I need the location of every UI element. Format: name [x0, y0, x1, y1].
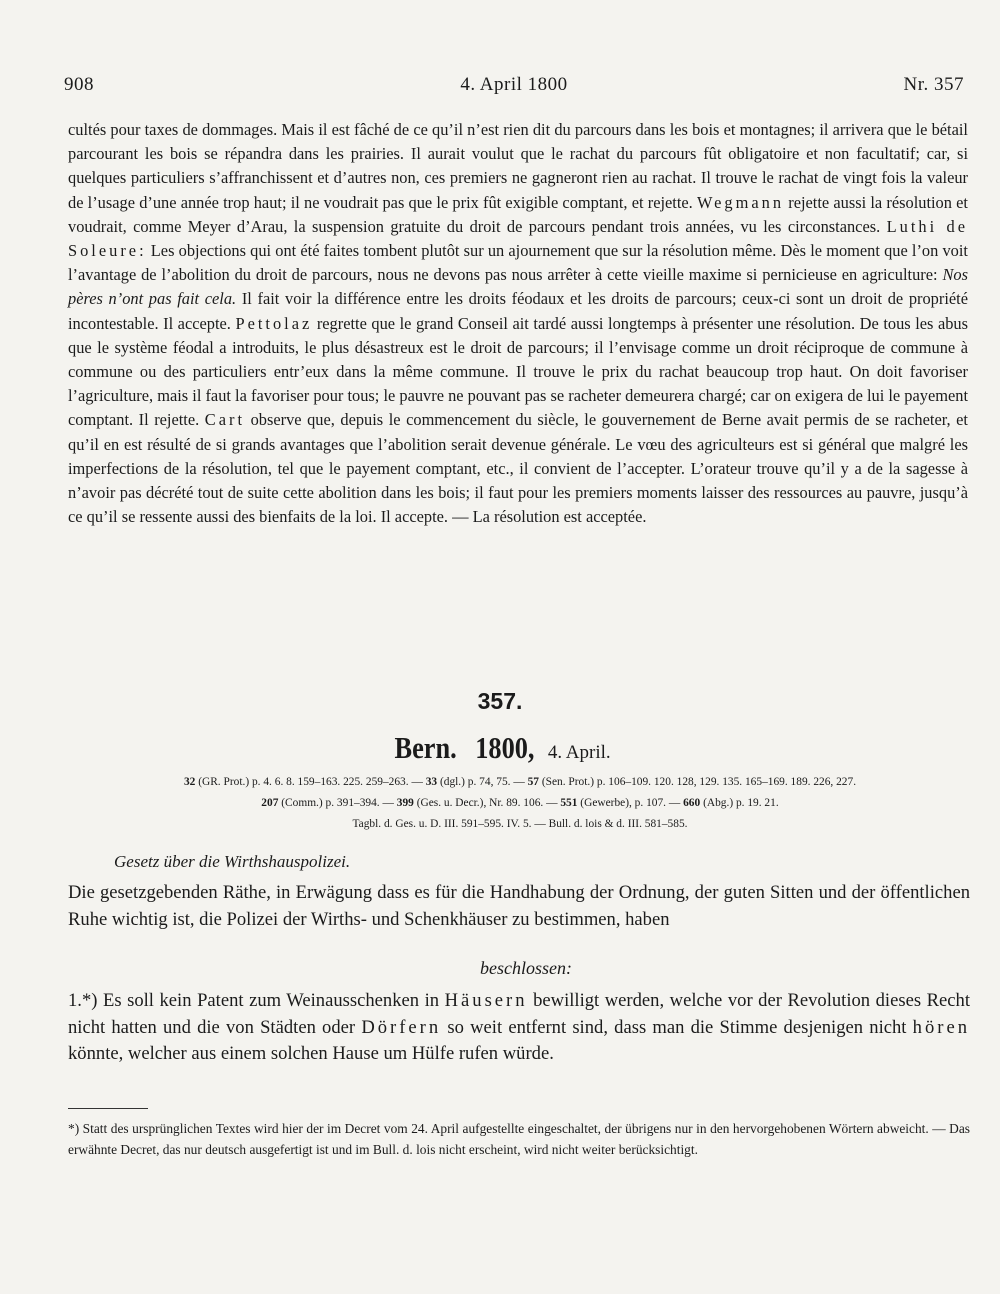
law-preamble: [68, 880, 970, 933]
emphasized-word: Häusern: [444, 990, 528, 1011]
document-number: 357.: [477, 688, 523, 714]
speaker-name: Luthi de Soleure:: [68, 216, 968, 261]
source-line: [70, 772, 970, 793]
source-ref: (Ges. u. Decr.), Nr. 89. 106. —: [416, 797, 558, 809]
volume-number: 399: [396, 797, 414, 809]
running-header: [64, 74, 964, 100]
volume-number: 32: [183, 776, 196, 788]
text-segment: rejette aussi la résolution et voudrait, comme Meyer d’Arau, la suspension gratuite du droit de parcours pendant trois années, vu les circonstances.: [68, 192, 968, 236]
header-date: 4. April 1800: [460, 74, 568, 95]
footnote: [68, 1118, 970, 1160]
source-ref: (GR. Prot.) p. 4. 6. 8. 159–163. 225. 259–263. —: [198, 776, 423, 788]
article-1: [68, 988, 970, 1068]
document-date: 4. April.: [547, 742, 611, 763]
article-text: könnte, welcher aus einem solchen Hause um Hülfe rufen würde.: [68, 1043, 554, 1064]
text-segment: cultés pour taxes de dommages. Mais il est fâché de ce qu’il n’est rien dit du parcours dans les bois et montagnes; il arrivera que le bétail parcourant les bois se répandra dans les prairies. Il aurait voulut que le rachat du parcours fût obligatoire et non facultatif; car, si quelques particuliers s’affranchissent et d’autres non, ces premiers ne gagneront rien au rachat. Il trouve le rachat de vingt fois la valeur de l’usage d’une année trop haut; il ne voudrait pas que le prix fût exigible comptant, et rejette.: [68, 120, 968, 212]
source-line: Tagbl. d. Ges. u. D. III. 591–595. IV. 5. — Bull. d. lois & d. III. 581–585.: [352, 818, 688, 830]
text-segment: Les objections qui ont été faites tombent plutôt sur un ajournement que sur la résolution même. Dès le moment que l’on voit l’avantage de l’abolition du droit de parcours, nous ne devons pas nous arrêter à cette vieille maxime si pernicieuse en agriculture:: [68, 241, 968, 285]
speaker-name: Wegmann: [697, 192, 785, 212]
source-ref: (Abg.) p. 19. 21.: [703, 797, 779, 809]
text-segment: observe que, depuis le commencement du siècle, le gouvernement de Berne avait permis de se racheter, et qu’il en est résulté de si grands avantages que l’abolition serait devenue générale. Le vœu des agriculteurs est si général que malgré les imperfections de la résolution, tel que le payement comptant, etc., il convient de l’accepter. L’orateur trouve qu’il y a de la sagesse à n’avoir pas décrété tout de suite cette abolition dans les bois; il faut pour les premiers moments laisser des ressources au pauvre, jusqu’à ce qu’il se ressente aussi des bienfaits de la loi. Il accepte. — La résolution est acceptée.: [68, 410, 968, 527]
footnote-divider: [68, 1108, 148, 1109]
volume-number: 33: [425, 776, 438, 788]
speaker-name: Cart: [204, 410, 246, 430]
volume-number: 551: [560, 797, 578, 809]
debate-paragraph: [68, 118, 968, 529]
article-text: bewilligt werden, welche vor der Revolution dieses Recht nicht hatten und die von Städten oder: [68, 990, 970, 1038]
volume-number: 207: [261, 797, 279, 809]
document-dateline: [0, 728, 1000, 773]
emphasized-word: Dörfern: [361, 1016, 442, 1038]
source-ref: (Gewerbe), p. 107. —: [580, 797, 681, 809]
volume-number: 57: [527, 776, 539, 788]
volume-number: 660: [683, 797, 701, 809]
quoted-maxim: Nos pères n’ont pas fait cela.: [68, 265, 968, 309]
law-title: Gesetz über die Wirthshauspolizei.: [114, 852, 351, 871]
article-text: 1.*) Es soll kein Patent zum Weinausschenken in: [68, 990, 440, 1011]
page-number: 908: [64, 74, 94, 95]
text-segment: regrette que le grand Conseil ait tardé aussi longtemps à présenter une résolution. De tous les abus que le système féodal a introduits, le plus désastreux est le droit de parcours; il l’envisage comme un droit réciproque de commune à commune ou des particuliers entr’eux dans la même commune. Il trouve le prix du rachat beaucoup trop haut. On doit favoriser l’agriculture, mais il faut la favoriser pour tous; le pauvre ne pouvant pas se racheter demeurera chargé; car on exigera de lui le payement comptant. Il rejette.: [68, 313, 968, 430]
preamble-text: Die gesetzgebenden Räthe, in Erwägung dass es für die Handhabung der Ordnung, der guten Sitten und der öffentlichen Ruhe wichtig ist, die Polizei der Wirths- und Schenkhäuser zu bestimmen, haben: [68, 882, 970, 930]
source-ref: (Sen. Prot.) p. 106–109. 120. 128, 129. 135. 165–169. 189. 226, 227.: [541, 776, 857, 788]
footnote-text: *) Statt des ursprünglichen Textes wird hier der im Decret vom 24. April aufgestellte eingeschaltet, der übrigens nur in den hervorgehobenen Wörtern abweicht. — Das erwähnte Decret, das nur deutsch ausgefertigt ist und im Bull. d. lois nicht erscheint, wird nicht weiter berücksichtigt.: [68, 1121, 970, 1157]
emphasized-word: hören: [912, 1016, 970, 1038]
source-line: [70, 793, 970, 814]
speaker-name: Pettolaz: [235, 313, 313, 333]
text-segment: Il fait voir la différence entre les droits féodaux et les droits de parcours; ceux-ci sont un droit de propriété incontestable. Il accepte.: [68, 289, 968, 333]
source-ref: (Comm.) p. 391–394. —: [281, 797, 394, 809]
resolved-heading: beschlossen:: [480, 958, 572, 978]
article-text: so weit entfernt sind, dass man die Stimme desjenigen nicht: [447, 1016, 907, 1038]
source-references: [70, 772, 970, 835]
source-ref: (dgl.) p. 74, 75. —: [439, 776, 525, 788]
header-doc-ref: Nr. 357: [903, 74, 964, 95]
document-year: 1800,: [475, 730, 535, 765]
document-place: Bern.: [394, 730, 458, 765]
